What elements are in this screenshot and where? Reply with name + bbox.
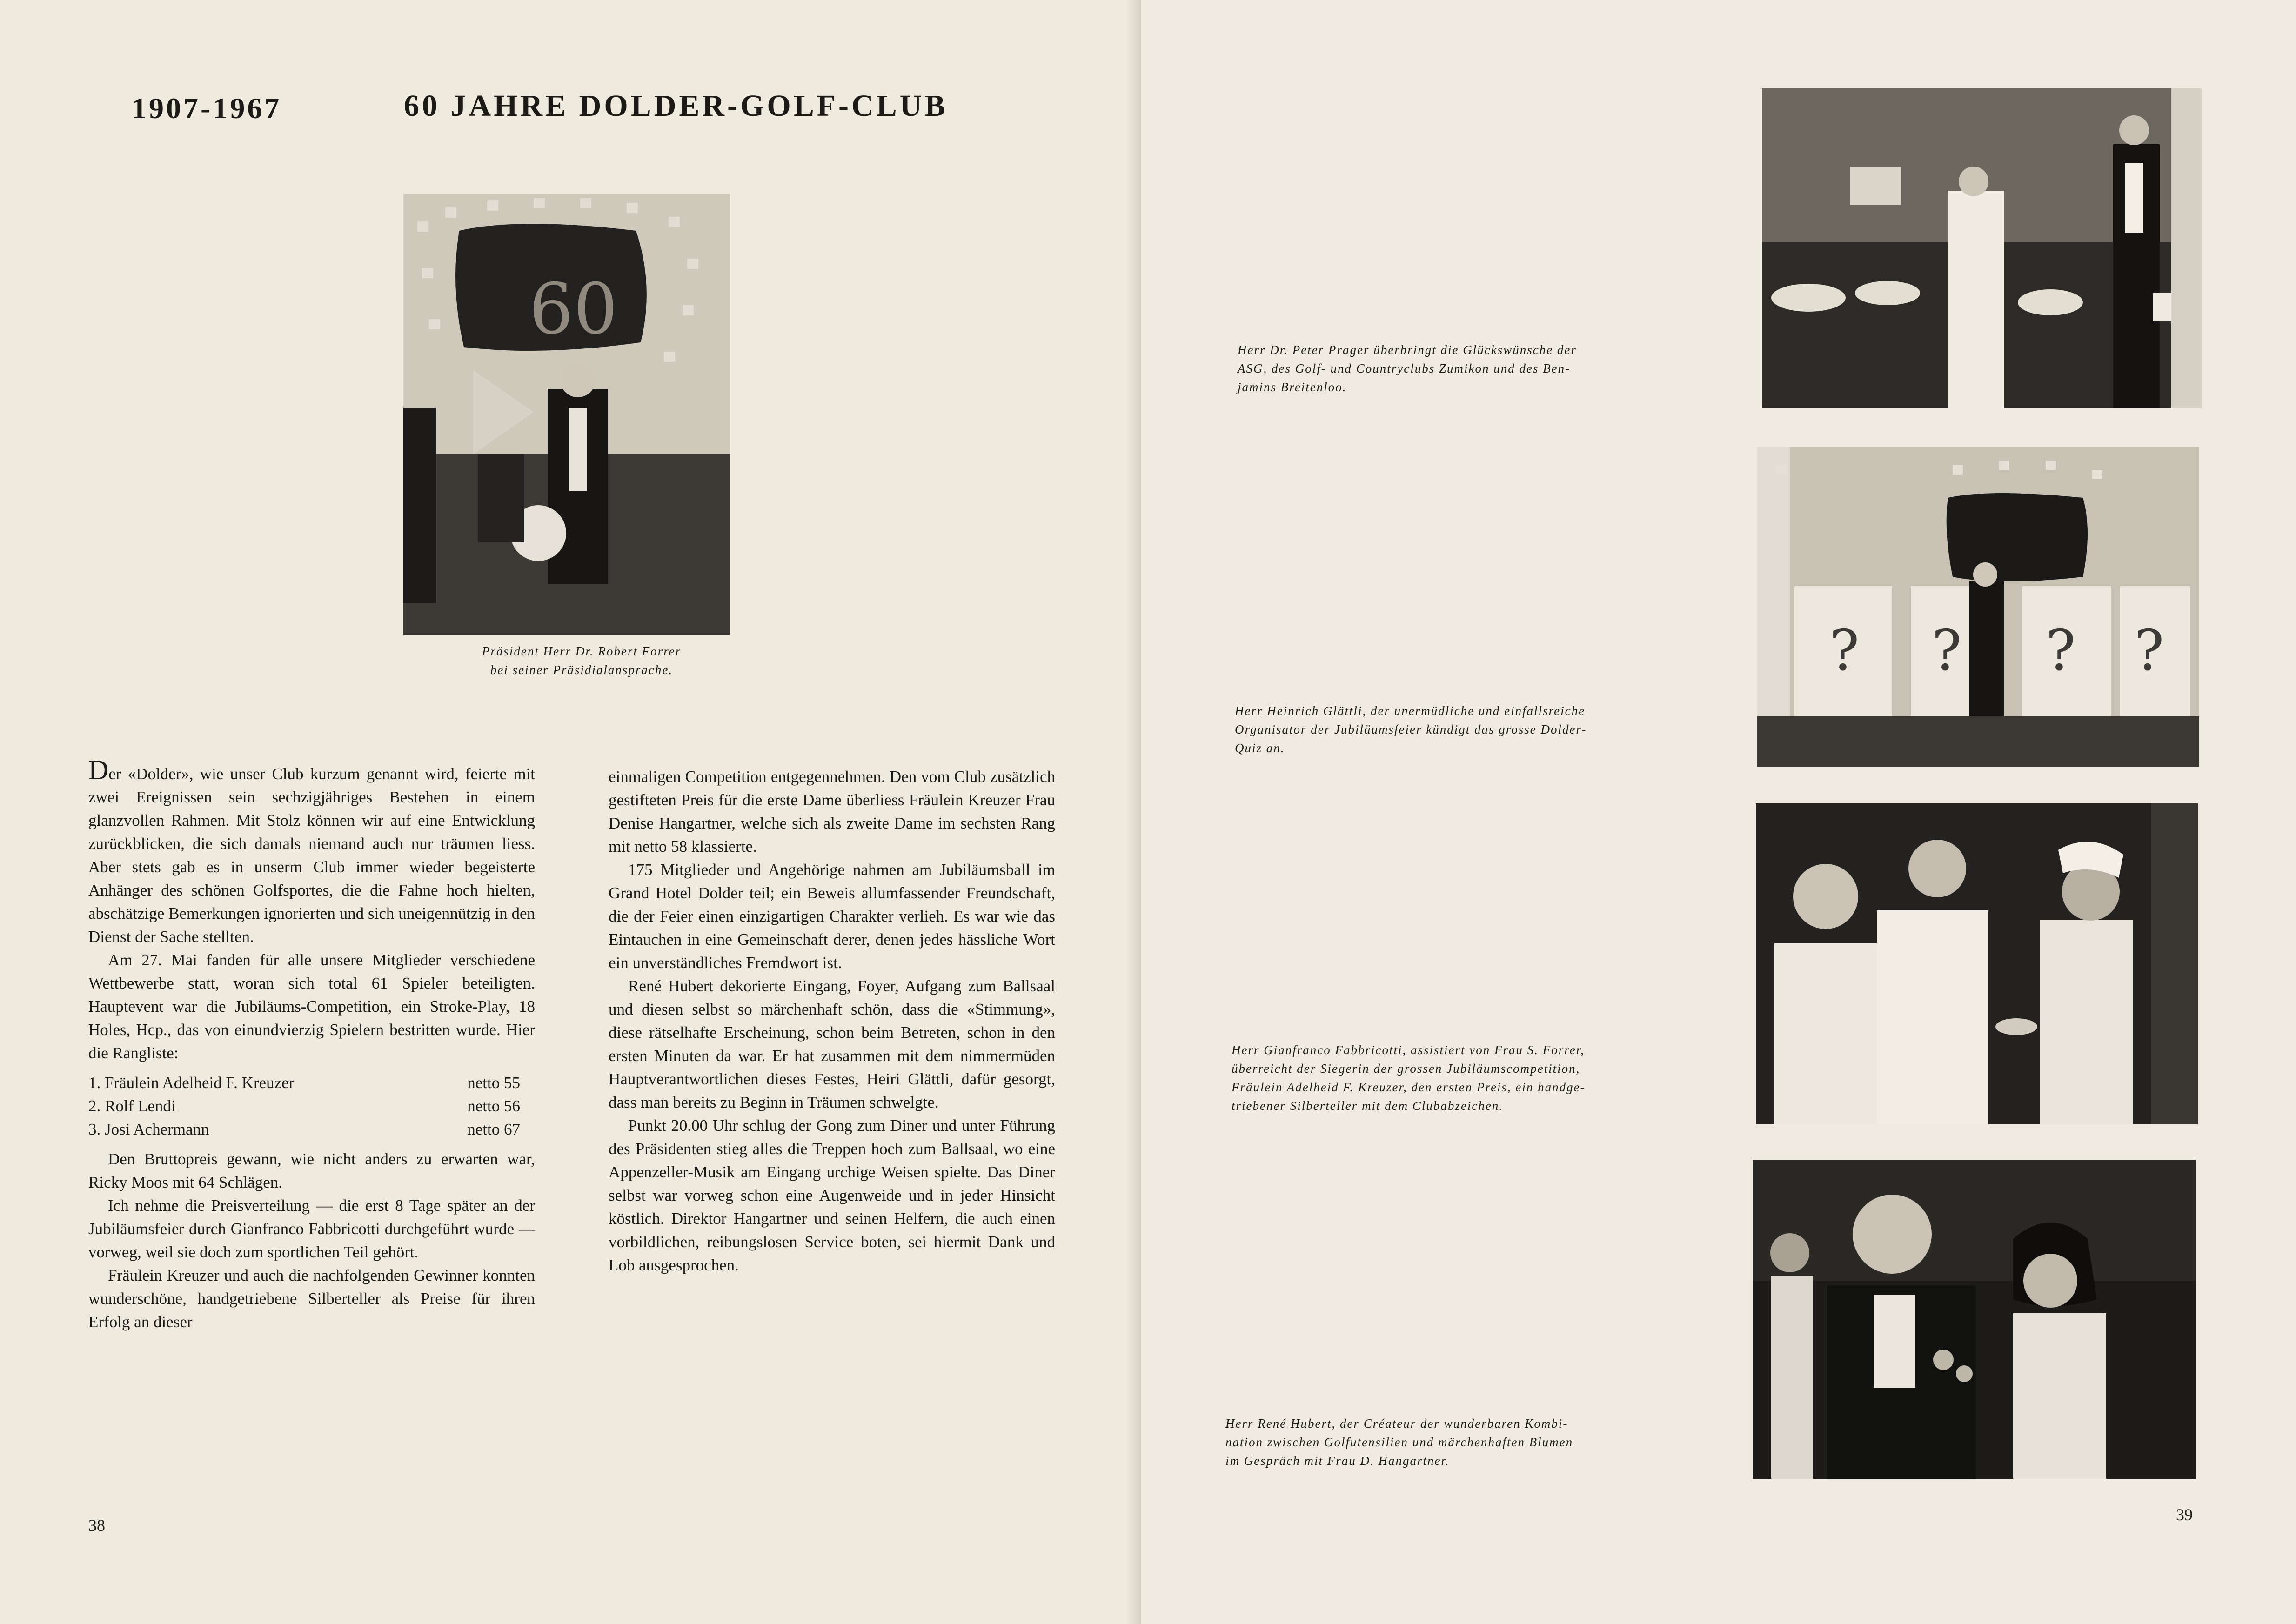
caption-line: jamins Breitenloo. [1238,380,1347,394]
ranking-name: 3. Josi Achermann [88,1120,209,1138]
caption-line: Quiz an. [1235,741,1285,755]
ranking-score: netto 56 [467,1097,520,1115]
caption-line: triebener Silberteller mit dem Clubabzeichen. [1232,1099,1504,1113]
president-speech-image [403,194,730,635]
photo-hubert-conversation [1753,1160,2196,1479]
paragraph: Punkt 20.00 Uhr schlug der Gong zum Diner und unter Führung des Präsidenten stieg alles die Treppen hoch zum Ballsaal, wo eine Appenzeller-Musik am Eingang urchige Weisen spielte. Das Diner selbst war vorweg schon eine Augenweide und in jeder Hinsicht köstlich. Direktor Hangartner und seinen Helfern, die auch einen vorbildlichen, reibungslosen Service boten, sei hiermit Dank und Lob ausgesprochen. [609,1116,1055,1274]
ranking-name: 2. Rolf Lendi [88,1097,176,1115]
hubert-conversation-image [1753,1160,2196,1479]
president-photo-caption [437,642,726,679]
text-column-2 [609,765,1055,1277]
photo-prize-giving [1756,803,2198,1124]
svg-text:?: ? [1829,619,1860,683]
glaettli-quiz-image [1757,447,2199,767]
caption-line: nation zwischen Golfutensilien und märchenhaften Blumen [1225,1435,1573,1449]
caption-line: Herr Heinrich Glättli, der unermüdliche und einfallsreiche [1235,704,1586,718]
caption-glaettli [1235,702,1709,757]
caption-line: Herr René Hubert, der Créateur der wunderbaren Kombi- [1225,1417,1568,1430]
left-page [0,0,1141,1624]
paragraph [88,755,535,949]
drop-cap: D [88,755,109,785]
caption-prize-giving [1232,1041,1711,1115]
ranking-row [88,1118,520,1141]
ranking-row [88,1095,520,1118]
photo-president-speech [403,194,730,635]
caption-line: bei seiner Präsidialansprache. [490,663,673,677]
page-title: 60 JAHRE DOLDER-GOLF-CLUB [404,89,948,123]
page-number-left: 38 [88,1516,105,1535]
paragraph: Den Bruttopreis gewann, wie nicht anders zu erwarten war, Ricky Moos mit 64 Schlägen. [88,1150,535,1191]
caption-line: ASG, des Golf- und Countryclubs Zumikon und des Ben- [1238,361,1571,375]
text-column-1 [88,755,535,1334]
photo-prager-speech [1762,88,2202,408]
svg-text:?: ? [2134,619,2164,683]
caption-prager [1238,341,1712,396]
ranking-score: netto 67 [467,1120,520,1138]
caption-line: Herr Gianfranco Fabbricotti, assistiert von Frau S. Forrer, [1232,1043,1585,1057]
caption-line: Herr Dr. Peter Prager überbringt die Glückswünsche der [1238,343,1577,357]
ranking-score: netto 55 [467,1074,520,1092]
photo-glaettli-quiz [1757,447,2199,767]
paragraph: René Hubert dekorierte Eingang, Foyer, Aufgang zum Ballsaal und diesen selbst so märchenhaft schön, dass die «Stimmung», diese rätselhafte Erscheinung, schon beim Betreten, schon in den ersten Minuten da war. Er hat zusammen mit dem nimmermüden Hauptverantwortlichen dieses Festes, Heiri Glättli, dafür gesorgt, dass man bereits zu Beginn in Träumen schwelgte. [609,977,1055,1111]
prize-giving-image [1756,803,2198,1124]
caption-line: überreicht der Siegerin der grossen Jubiläumscompetition, [1232,1062,1580,1076]
year-range: 1907-1967 [132,92,282,125]
paragraph: Ich nehme die Preisverteilung — die erst 8 Tage später an der Jubiläumsfeier durch Gianfranco Fabbricotti durchgeführt wurde — vorweg, weil sie doch zum sportlichen Teil gehört. [88,1196,535,1261]
right-page [1141,0,2296,1624]
paragraph: einmaligen Competition entgegennehmen. Den vom Club zusätzlich gestifteten Preis für die erste Dame überliess Fräulein Kreuzer Frau Denise Hangartner, welche sich als zweite Dame im sechsten Rang mit netto 58 klassierte. [609,768,1055,855]
paragraph: Am 27. Mai fanden für alle unsere Mitglieder verschiedene Wettbewerbe statt, woran sich total 61 Spieler beteiligten. Hauptevent war die Jubiläums-Competition, ein Stroke-Play, 18 Holes, Hcp., das von einundvierzig Spielern bestritten wurde. Hier die Rangliste: [88,951,535,1062]
page-number-right: 39 [2176,1505,2193,1524]
svg-text:?: ? [1932,619,1962,683]
prager-speech-image [1762,88,2202,408]
caption-line: im Gespräch mit Frau D. Hangartner. [1225,1454,1450,1468]
caption-line: Präsident Herr Dr. Robert Forrer [482,644,682,658]
svg-text:?: ? [2046,619,2076,683]
ranking-row [88,1071,520,1095]
paragraph-text: er «Dolder», wie unser Club kurzum genannt wird, feierte mit zwei Ereignissen sein sechzigjähriges Bestehen in einem glanzvollen Rahmen. Mit Stolz können wir auf eine Entwicklung zurückblicken, die sich damals niemand auch nur träumen liess. Aber stets gab es in unserm Club immer wieder begeisterte Anhänger des schönen Golfsportes, die die Fahne hoch hielten, abschätzige Bemerkungen ignorierten und sich uneigennützig in den Dienst der Sache stellten. [88,765,535,946]
paragraph: 175 Mitglieder und Angehörige nahmen am Jubiläumsball im Grand Hotel Dolder teil; ein Beweis allumfassender Freundschaft, die der Feier einen einzigartigen Charakter verlieh. Es war wie das Eintauchen in eine Gemeinschaft derer, denen jedes hässliche Wort ein unverständliches Fremdwort ist. [609,861,1055,972]
caption-hubert [1225,1414,1705,1470]
ranking-list [88,1071,535,1141]
paragraph: Fräulein Kreuzer und auch die nachfolgenden Gewinner konnten wunderschöne, handgetriebene Silberteller als Preise für ihren Erfolg an dieser [88,1266,535,1331]
svg-text:60: 60 [529,269,618,350]
caption-line: Organisator der Jubiläumsfeier kündigt das grosse Dolder- [1235,722,1587,736]
caption-line: Fräulein Adelheid F. Kreuzer, den ersten Preis, ein handge- [1232,1080,1586,1094]
ranking-name: 1. Fräulein Adelheid F. Kreuzer [88,1074,295,1092]
